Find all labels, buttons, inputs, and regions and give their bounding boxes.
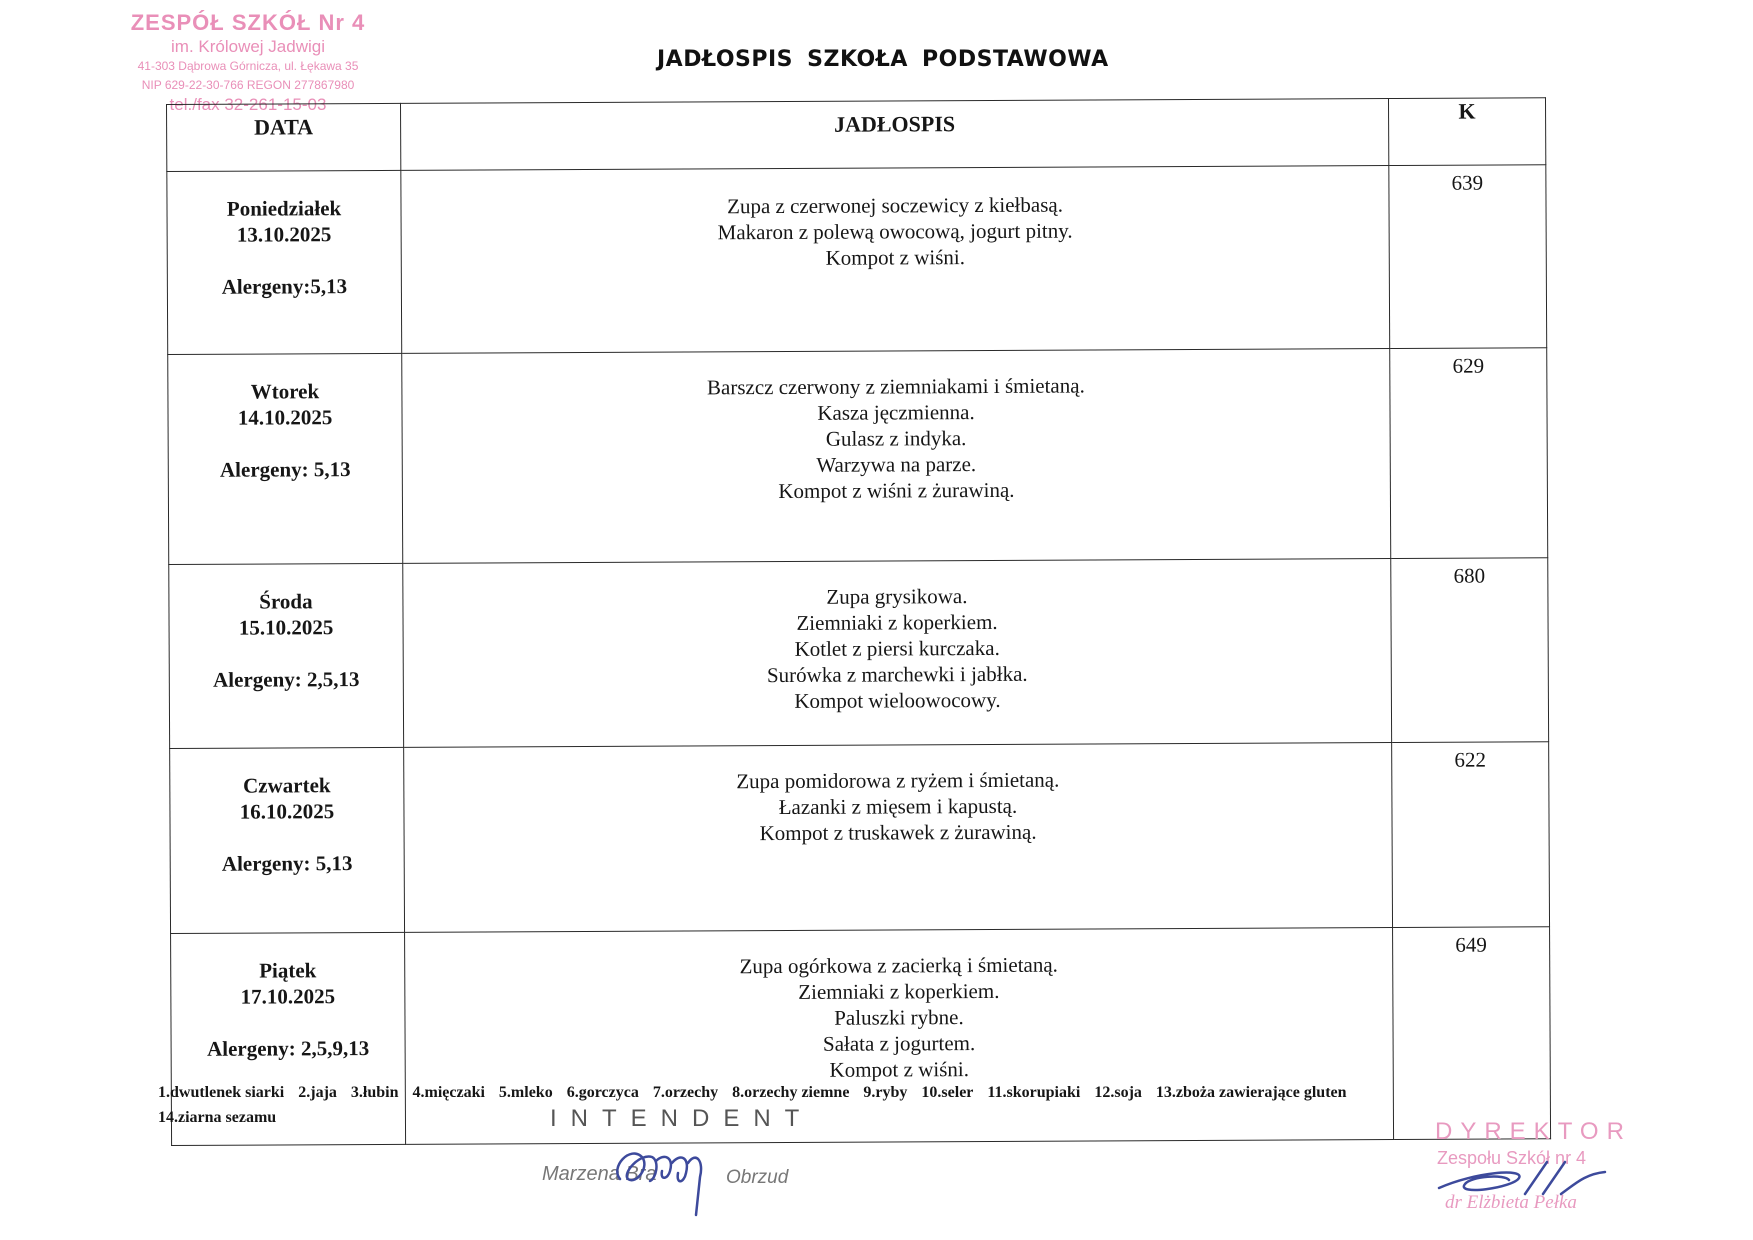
dish: Zupa pomidorowa z ryżem i śmietaną. bbox=[736, 767, 1060, 794]
day-allergens: Alergeny: 5,13 bbox=[221, 851, 353, 876]
dish: Makaron z polewą owocową, jogurt pitny. bbox=[717, 218, 1073, 245]
legend-item: 3.łubin bbox=[350, 1084, 399, 1101]
table-row bbox=[167, 165, 1547, 355]
dish: Warzywa na parze. bbox=[816, 452, 977, 477]
calorie-cell: 649 bbox=[1393, 927, 1551, 1140]
intendent-title: INTENDENT bbox=[550, 1105, 814, 1132]
director-signature-stamp bbox=[1425, 1118, 1645, 1228]
day-allergens: Alergeny: 2,5,9,13 bbox=[206, 1036, 370, 1061]
header-menu: JADŁOSPIS bbox=[400, 99, 1388, 171]
menu-cell bbox=[401, 166, 1390, 354]
day-name: Poniedziałek bbox=[226, 196, 342, 221]
legend-item: 5.mleko bbox=[498, 1084, 553, 1101]
date-cell bbox=[168, 353, 403, 564]
menu-table bbox=[166, 97, 1551, 1146]
stamp-patron: im. Królowej Jadwigi bbox=[171, 37, 325, 56]
dish: Gulasz z indyka. bbox=[825, 426, 967, 451]
legend-item: 9.ryby bbox=[863, 1084, 908, 1101]
table-row bbox=[168, 348, 1548, 565]
table-header-row bbox=[167, 98, 1546, 172]
legend-item: 12.soja bbox=[1094, 1084, 1142, 1101]
table-row bbox=[170, 742, 1550, 934]
legend-item: 2.jaja bbox=[298, 1084, 337, 1101]
director-title: DYREKTOR bbox=[1435, 1118, 1632, 1145]
legend-item: 1.dwutlenek siarki bbox=[158, 1084, 285, 1101]
day-name: Środa bbox=[259, 589, 313, 614]
day-allergens: Alergeny:5,13 bbox=[221, 274, 348, 299]
menu-cell bbox=[404, 743, 1393, 933]
legend-item: 13.zboża zawierające gluten bbox=[1155, 1084, 1347, 1101]
dish: Surówka z marchewki i jabłka. bbox=[766, 661, 1028, 688]
dish: Kompot z wiśni. bbox=[825, 245, 966, 270]
day-allergens: Alergeny: 5,13 bbox=[219, 457, 351, 482]
legend-item: 14.ziarna sezamu bbox=[158, 1109, 277, 1126]
stamp-title: ZESPÓŁ SZKÓŁ Nr 4 bbox=[130, 10, 366, 35]
day-name: Czwartek bbox=[243, 773, 331, 798]
legend-item: 8.orzechy ziemne bbox=[732, 1084, 850, 1101]
intendent-name-part: Obrzud bbox=[726, 1167, 789, 1188]
school-stamp bbox=[118, 10, 378, 115]
legend-item: 10.seler bbox=[921, 1084, 974, 1101]
menu-cell bbox=[403, 559, 1392, 748]
dish: Barszcz czerwony z ziemniakami i śmietaną. bbox=[706, 373, 1085, 400]
handwritten-signature-icon bbox=[600, 1127, 720, 1217]
table-row bbox=[169, 558, 1549, 749]
date-cell bbox=[167, 170, 402, 354]
dish: Ziemniaki z koperkiem. bbox=[798, 978, 1000, 1004]
day-date: 15.10.2025 bbox=[238, 615, 334, 640]
dish: Zupa grysikowa. bbox=[826, 584, 968, 609]
dish: Kasza jęczmienna. bbox=[817, 400, 975, 425]
stamp-ids: NIP 629-22-30-766 REGON 277867980 bbox=[141, 78, 355, 92]
dish: Kompot z wiśni z żurawiną. bbox=[778, 477, 1015, 504]
dish: Zupa ogórkowa z zacierką i śmietaną. bbox=[739, 952, 1058, 979]
dish: Łazanki z mięsem i kapustą. bbox=[778, 793, 1018, 820]
dish: Kompot wieloowocowy. bbox=[794, 687, 1001, 713]
dish: Sałata z jogurtem. bbox=[822, 1031, 976, 1056]
date-cell bbox=[170, 747, 405, 933]
dish: Kotlet z piersi kurczaka. bbox=[794, 635, 1000, 661]
stamp-fax: tel./fax 32-261-15-03 bbox=[169, 95, 327, 114]
calorie-cell: 622 bbox=[1392, 742, 1550, 928]
day-date: 13.10.2025 bbox=[236, 222, 332, 247]
legend-item: 4.mięczaki bbox=[412, 1084, 485, 1101]
day-date: 17.10.2025 bbox=[240, 984, 336, 1009]
intendent-signature-stamp bbox=[540, 1105, 814, 1225]
calorie-cell: 680 bbox=[1391, 558, 1549, 743]
legend-item: 7.orzechy bbox=[652, 1084, 719, 1101]
stamp-address: 41-303 Dąbrowa Górnicza, ul. Łękawa 35 bbox=[137, 59, 359, 73]
director-name: dr Elżbieta Pełka bbox=[1445, 1192, 1577, 1213]
dish: Ziemniaki z koperkiem. bbox=[796, 609, 998, 635]
legend-item: 6.gorczyca bbox=[566, 1084, 639, 1101]
day-name: Wtorek bbox=[250, 379, 320, 404]
dish: Kompot z wiśni. bbox=[829, 1057, 969, 1082]
dish: Kompot z truskawek z żurawiną. bbox=[759, 819, 1037, 846]
day-date: 14.10.2025 bbox=[237, 405, 333, 430]
day-allergens: Alergeny: 2,5,13 bbox=[213, 667, 360, 692]
handwritten-signature-icon bbox=[1435, 1144, 1635, 1214]
date-cell bbox=[169, 563, 404, 748]
header-k: K bbox=[1388, 98, 1545, 166]
calorie-cell: 629 bbox=[1390, 348, 1548, 559]
calorie-cell: 639 bbox=[1389, 165, 1547, 349]
intendent-name: Marzena Bra bbox=[542, 1163, 657, 1185]
menu-cell bbox=[402, 349, 1391, 564]
page-title: JADŁOSPIS SZKOŁA PODSTAWOWA bbox=[657, 47, 1109, 72]
day-name: Piątek bbox=[259, 958, 317, 983]
day-date: 16.10.2025 bbox=[239, 799, 335, 824]
dish: Zupa z czerwonej soczewicy z kiełbasą. bbox=[727, 192, 1063, 219]
director-subtitle: Zespołu Szkół nr 4 bbox=[1437, 1148, 1587, 1168]
allergen-legend bbox=[158, 1080, 1558, 1130]
dish: Paluszki rybne. bbox=[834, 1005, 964, 1030]
header-date: DATA bbox=[167, 103, 401, 171]
legend-item: 11.skorupiaki bbox=[987, 1084, 1081, 1101]
